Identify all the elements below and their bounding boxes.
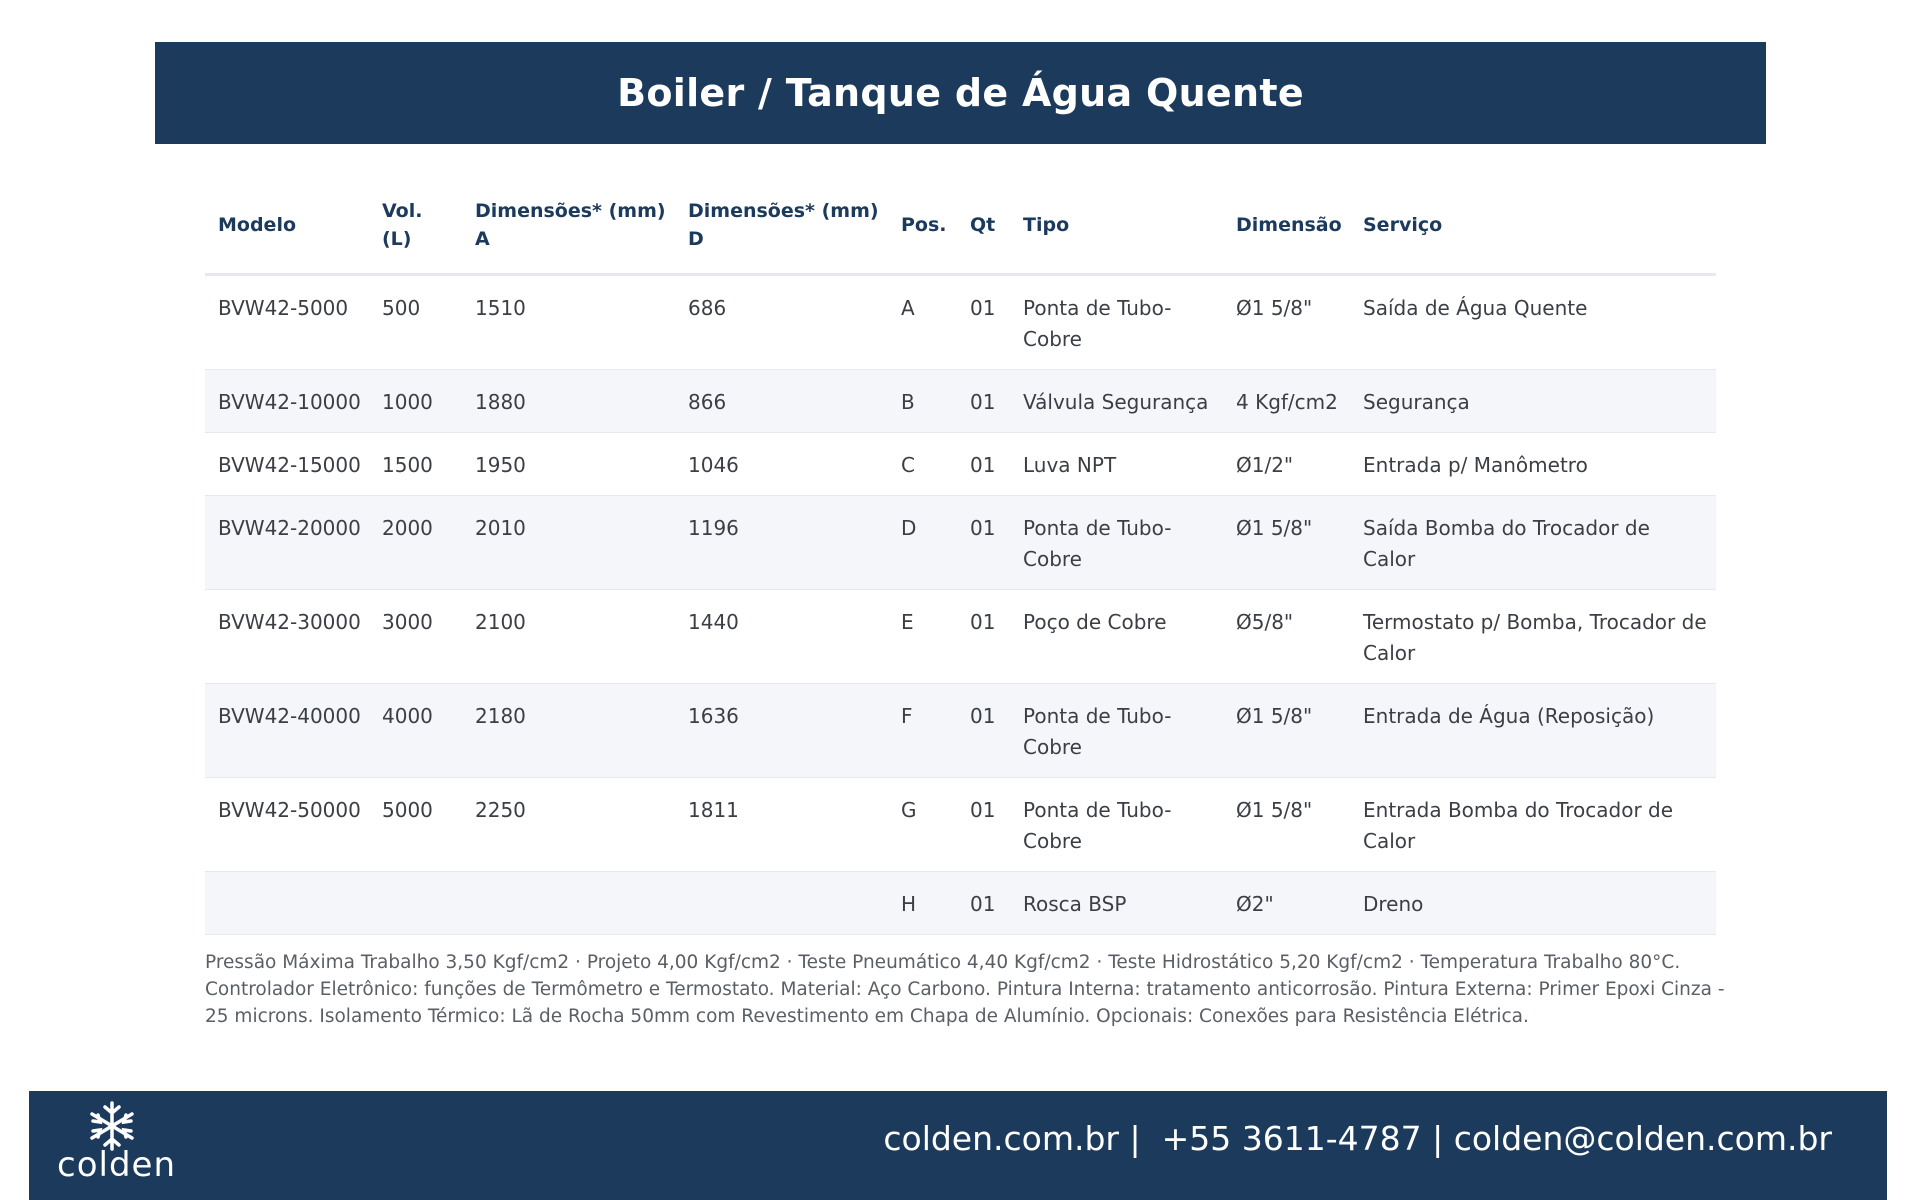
cell-modelo: BVW42-30000 (205, 590, 369, 684)
table-row (205, 684, 1716, 778)
cell-dimension-d (675, 872, 888, 935)
table-row (205, 496, 1716, 590)
cell-type: Poço de Cobre (1010, 590, 1223, 684)
cell-service: Saída de Água Quente (1350, 275, 1716, 370)
cell-quantity: 01 (957, 370, 1010, 433)
cell-modelo: BVW42-20000 (205, 496, 369, 590)
cell-type: Ponta de Tubo-Cobre (1010, 684, 1223, 778)
cell-position: G (888, 778, 957, 872)
page-header (155, 42, 1766, 144)
cell-dimension-a: 2180 (462, 684, 675, 778)
cell-volume: 1000 (369, 370, 462, 433)
cell-dimension-a: 2010 (462, 496, 675, 590)
cell-modelo: BVW42-40000 (205, 684, 369, 778)
cell-quantity: 01 (957, 684, 1010, 778)
table-body (205, 275, 1716, 935)
table-row (205, 433, 1716, 496)
cell-dimension-a: 1510 (462, 275, 675, 370)
cell-dimension: Ø1 5/8" (1223, 684, 1350, 778)
table-row (205, 872, 1716, 935)
page-footer (29, 1091, 1887, 1200)
cell-position: H (888, 872, 957, 935)
cell-position: F (888, 684, 957, 778)
contact-info: colden.com.br | +55 3611-4787 | colden@colden.com.br (883, 1119, 1832, 1158)
page-title: Boiler / Tanque de Água Quente (617, 71, 1304, 115)
cell-volume: 500 (369, 275, 462, 370)
cell-dimension: Ø1 5/8" (1223, 496, 1350, 590)
cell-service: Termostato p/ Bomba, Trocador de Calor (1350, 590, 1716, 684)
spec-table (205, 185, 1716, 935)
cell-quantity: 01 (957, 433, 1010, 496)
cell-dimension-a: 1950 (462, 433, 675, 496)
cell-quantity: 01 (957, 778, 1010, 872)
table-row (205, 275, 1716, 370)
cell-type: Ponta de Tubo-Cobre (1010, 496, 1223, 590)
cell-dimension: 4 Kgf/cm2 (1223, 370, 1350, 433)
cell-quantity: 01 (957, 872, 1010, 935)
column-header-modelo: Modelo (205, 185, 369, 275)
cell-dimension-a (462, 872, 675, 935)
table-row (205, 590, 1716, 684)
cell-dimension: Ø5/8" (1223, 590, 1350, 684)
cell-service: Entrada p/ Manômetro (1350, 433, 1716, 496)
cell-position: D (888, 496, 957, 590)
cell-dimension: Ø1 5/8" (1223, 778, 1350, 872)
cell-volume: 3000 (369, 590, 462, 684)
cell-modelo (205, 872, 369, 935)
column-header-dimension: Dimensão (1223, 185, 1350, 275)
cell-volume: 5000 (369, 778, 462, 872)
cell-volume: 4000 (369, 684, 462, 778)
cell-dimension-a: 1880 (462, 370, 675, 433)
cell-type: Válvula Segurança (1010, 370, 1223, 433)
cell-volume: 2000 (369, 496, 462, 590)
column-header-dimension-a: Dimensões* (mm) A (462, 185, 675, 275)
column-header-type: Tipo (1010, 185, 1223, 275)
column-header-position: Pos. (888, 185, 957, 275)
cell-type: Luva NPT (1010, 433, 1223, 496)
notes-text: Pressão Máxima Trabalho 3,50 Kgf/cm2 · Projeto 4,00 Kgf/cm2 · Teste Pneumático 4,40 Kgf/cm2 · Teste Hidrostático 5,20 Kgf/cm2 · Temperatura Trabalho 80°C. Controlador Eletrônico: funções de Termômetro e Termostato. Material: Aço Carbono. Pintura Interna: tratamento anticorrosão. Pintura Externa: Primer Epoxi Cinza - 25 microns. Isolamento Térmico: Lã de Rocha 50mm com Revestimento em Chapa de Alumínio. Opcionais: Conexões para Resistência Elétrica. (205, 952, 1725, 1027)
cell-dimension-d: 1811 (675, 778, 888, 872)
spec-table-container (205, 185, 1716, 935)
cell-service: Entrada de Água (Reposição) (1350, 684, 1716, 778)
cell-dimension-d: 1046 (675, 433, 888, 496)
logo-wordmark: colden (57, 1145, 176, 1185)
cell-dimension-d: 1440 (675, 590, 888, 684)
cell-service: Saída Bomba do Trocador de Calor (1350, 496, 1716, 590)
cell-position: E (888, 590, 957, 684)
cell-dimension: Ø1/2" (1223, 433, 1350, 496)
table-row (205, 778, 1716, 872)
cell-position: A (888, 275, 957, 370)
cell-type: Ponta de Tubo-Cobre (1010, 778, 1223, 872)
cell-modelo: BVW42-10000 (205, 370, 369, 433)
table-header-row (205, 185, 1716, 275)
cell-position: B (888, 370, 957, 433)
cell-dimension-d: 686 (675, 275, 888, 370)
column-header-quantity: Qt (957, 185, 1010, 275)
cell-service: Segurança (1350, 370, 1716, 433)
column-header-service: Serviço (1350, 185, 1716, 275)
cell-dimension-d: 1636 (675, 684, 888, 778)
cell-dimension-a: 2100 (462, 590, 675, 684)
cell-service: Dreno (1350, 872, 1716, 935)
cell-position: C (888, 433, 957, 496)
cell-modelo: BVW42-15000 (205, 433, 369, 496)
cell-dimension-a: 2250 (462, 778, 675, 872)
cell-service: Entrada Bomba do Trocador de Calor (1350, 778, 1716, 872)
column-header-volume: Vol. (L) (369, 185, 462, 275)
cell-modelo: BVW42-50000 (205, 778, 369, 872)
column-header-dimension-d: Dimensões* (mm) D (675, 185, 888, 275)
cell-quantity: 01 (957, 275, 1010, 370)
cell-volume: 1500 (369, 433, 462, 496)
cell-type: Ponta de Tubo-Cobre (1010, 275, 1223, 370)
cell-quantity: 01 (957, 496, 1010, 590)
cell-dimension-d: 866 (675, 370, 888, 433)
cell-quantity: 01 (957, 590, 1010, 684)
cell-type: Rosca BSP (1010, 872, 1223, 935)
cell-dimension-d: 1196 (675, 496, 888, 590)
cell-dimension: Ø2" (1223, 872, 1350, 935)
table-row (205, 370, 1716, 433)
cell-volume (369, 872, 462, 935)
technical-notes (205, 949, 1725, 1030)
cell-dimension: Ø1 5/8" (1223, 275, 1350, 370)
cell-modelo: BVW42-5000 (205, 275, 369, 370)
